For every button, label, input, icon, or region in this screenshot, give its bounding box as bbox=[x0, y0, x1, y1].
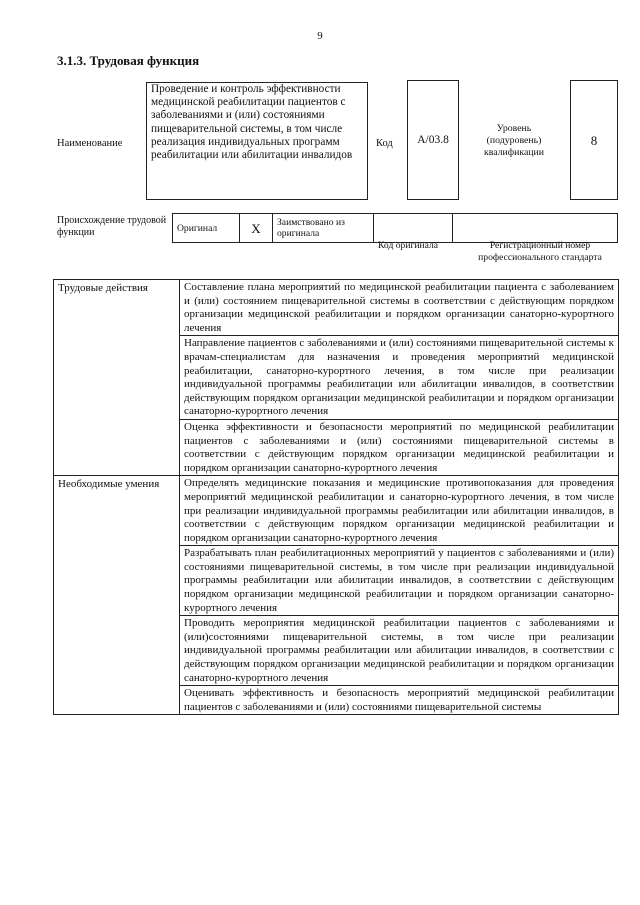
table-row bbox=[54, 280, 619, 336]
list-item: Оценивать эффективность и безопасность мероприятий медицинской реабилитации пациентов с заболеваниями и (или) состояниями пищеварительной системы bbox=[180, 686, 619, 715]
caption-registration-number: Регистрационный номер профессионального стандарта bbox=[478, 240, 602, 263]
level-label: Уровень (подуровень) квалификации bbox=[483, 123, 545, 158]
page-number: 9 bbox=[317, 30, 323, 42]
origin-table bbox=[172, 213, 618, 243]
functions-table bbox=[53, 279, 619, 715]
list-item: Проводить мероприятия медицинской реабилитации пациентов с заболеваниями и (или)состояниями пищеварительной системы, в том числе при реализации индивидуальной программы реабилитации или абилитации инвалидов, в соответствии с действующим порядком организации медицинской реабилитации и порядком организации санаторно-курортного лечения bbox=[180, 616, 619, 686]
origin-label: Происхождение трудовой функции bbox=[57, 215, 167, 238]
list-item: Составление плана мероприятий по медицинской реабилитации пациента с заболеванием и (или) состоянием пищеварительной системы в соответствии с действующим порядком организации медицинской реабилитации и порядком организации санаторно-курортного лечения bbox=[180, 280, 619, 336]
origin-mark: X bbox=[240, 214, 273, 243]
table-row bbox=[54, 476, 619, 546]
level-value: 8 bbox=[570, 80, 618, 200]
origin-borrowed: Заимствовано из оригинала bbox=[273, 214, 374, 243]
function-name-box: Проведение и контроль эффективности медицинской реабилитации пациентов с заболеваниями и (или) состояниями пищеварительной системы, в том числе реализация индивидуальных программ реабилитации или абилитации инвалидов bbox=[146, 82, 368, 200]
section-title: 3.1.3. Трудовая функция bbox=[57, 53, 200, 68]
row-label-skills: Необходимые умения bbox=[54, 476, 180, 715]
name-label: Наименование bbox=[57, 138, 123, 149]
code-label: Код bbox=[376, 138, 393, 149]
origin-code-cell bbox=[374, 214, 453, 243]
row-label-actions: Трудовые действия bbox=[54, 280, 180, 476]
origin-original: Оригинал bbox=[173, 214, 240, 243]
origin-reg-cell bbox=[453, 214, 618, 243]
list-item: Оценка эффективности и безопасности мероприятий по медицинской реабилитации пациентов с заболеваниями и (или) состояниями пищеварительной системы в соответствии с действующим порядком организации медицинской реабилитации и порядком организации санаторно-курортного лечения bbox=[180, 419, 619, 475]
list-item: Разрабатывать план реабилитационных мероприятий у пациентов с заболеваниями и (или) состояниями пищеварительной системы, в том числе при реализации индивидуальной программы реабилитации или абилитации инвалидов, в соответствии с действующим порядком организации медицинской реабилитации и порядком организации санаторно-курортного лечения bbox=[180, 546, 619, 616]
code-value: A/03.8 bbox=[407, 80, 459, 200]
list-item: Направление пациентов с заболеваниями и (или) состояниями пищеварительной системы к врачам-специалистам для назначения и проведения мероприятий медицинской реабилитации, санаторно-курортного лечения, в том числе при реализации индивидуальной программы реабилитации или абилитации инвалидов, в соответствии действующим порядком организации медицинской реабилитации и порядком организации санаторно-курортного лечения bbox=[180, 336, 619, 420]
list-item: Определять медицинские показания и медицинские противопоказания для проведения мероприятий медицинской реабилитации и санаторно-курортного лечения, в том числе при реализации индивидуальной программы реабилитации или абилитации инвалидов, в соответствии с действующим порядком организации медицинской реабилитации и порядком организации санаторно-курортного лечения bbox=[180, 476, 619, 546]
caption-code-original: Код оригинала bbox=[378, 240, 439, 251]
